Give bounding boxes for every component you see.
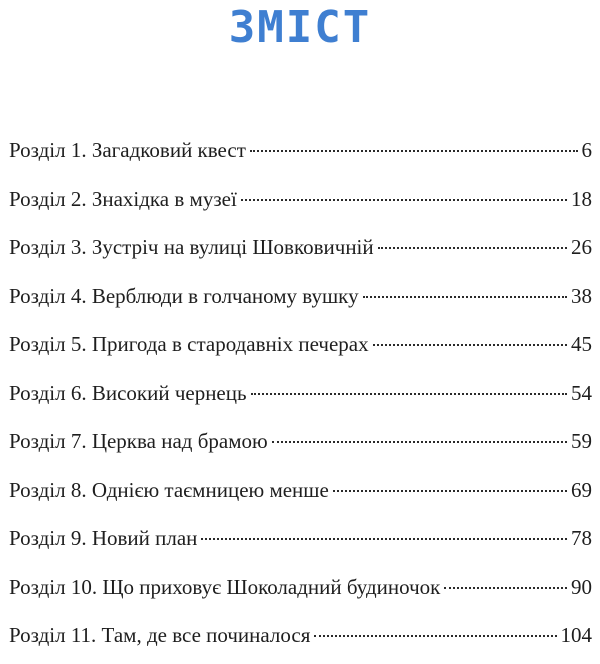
- toc-entry-label: Розділ 11. Там, де все починалося: [9, 623, 311, 647]
- toc-entry-label: Розділ 8. Однією таємницею менше: [9, 477, 329, 502]
- toc-entry: [9, 276, 592, 325]
- dot-leader: [241, 199, 567, 201]
- toc-entry-page: 26: [571, 235, 592, 259]
- toc-entry: [9, 615, 592, 664]
- toc-entry-label: Розділ 3. Зустріч на вулиці Шовковичній: [9, 235, 374, 259]
- dot-leader: [373, 344, 567, 346]
- page-title: ЗМІСТ: [228, 2, 372, 53]
- toc-entry-label: Розділ 9. Новий план: [9, 526, 198, 550]
- dot-leader: [378, 247, 567, 249]
- toc-entry: [9, 130, 592, 179]
- toc-entry-page: 54: [571, 380, 592, 405]
- toc-entry-label: Розділ 5. Пригода в стародавніх печерах: [9, 332, 369, 356]
- toc-entry-page: 38: [571, 283, 592, 308]
- toc-entry-label: Розділ 10. Що приховує Шоколадний будиночок: [9, 574, 441, 599]
- dot-leader: [250, 150, 578, 152]
- toc-entry-page: 90: [571, 574, 592, 599]
- toc-entry-label: Розділ 4. Верблюди в голчаному вушку: [9, 283, 359, 308]
- toc-entry-page: 6: [581, 138, 592, 162]
- dot-leader: [444, 587, 567, 589]
- toc-entry-label: Розділ 7. Церква над брамою: [9, 429, 268, 453]
- dot-leader: [314, 635, 556, 637]
- toc-entry: [9, 421, 592, 470]
- toc-entry: [9, 373, 592, 422]
- toc-entry-page: 78: [571, 526, 592, 550]
- toc-entry: [9, 179, 592, 228]
- toc-entry: [9, 227, 592, 276]
- dot-leader: [272, 441, 567, 443]
- toc-entry: [9, 518, 592, 567]
- toc-entry-page: 18: [571, 186, 592, 211]
- toc-entry: [9, 567, 592, 616]
- dot-leader: [363, 296, 567, 298]
- table-of-contents: [9, 130, 592, 664]
- toc-entry-page: 59: [571, 429, 592, 453]
- toc-entry-page: 69: [571, 477, 592, 502]
- dot-leader: [201, 538, 567, 540]
- toc-entry-label: Розділ 1. Загадковий квест: [9, 138, 246, 162]
- toc-entry-label: Розділ 2. Знахідка в музеї: [9, 186, 237, 211]
- dot-leader: [251, 393, 567, 395]
- toc-entry-label: Розділ 6. Високий чернець: [9, 380, 247, 405]
- toc-entry-page: 104: [560, 623, 592, 647]
- toc-entry: [9, 470, 592, 519]
- toc-entry: [9, 324, 592, 373]
- dot-leader: [333, 490, 567, 492]
- toc-entry-page: 45: [571, 332, 592, 356]
